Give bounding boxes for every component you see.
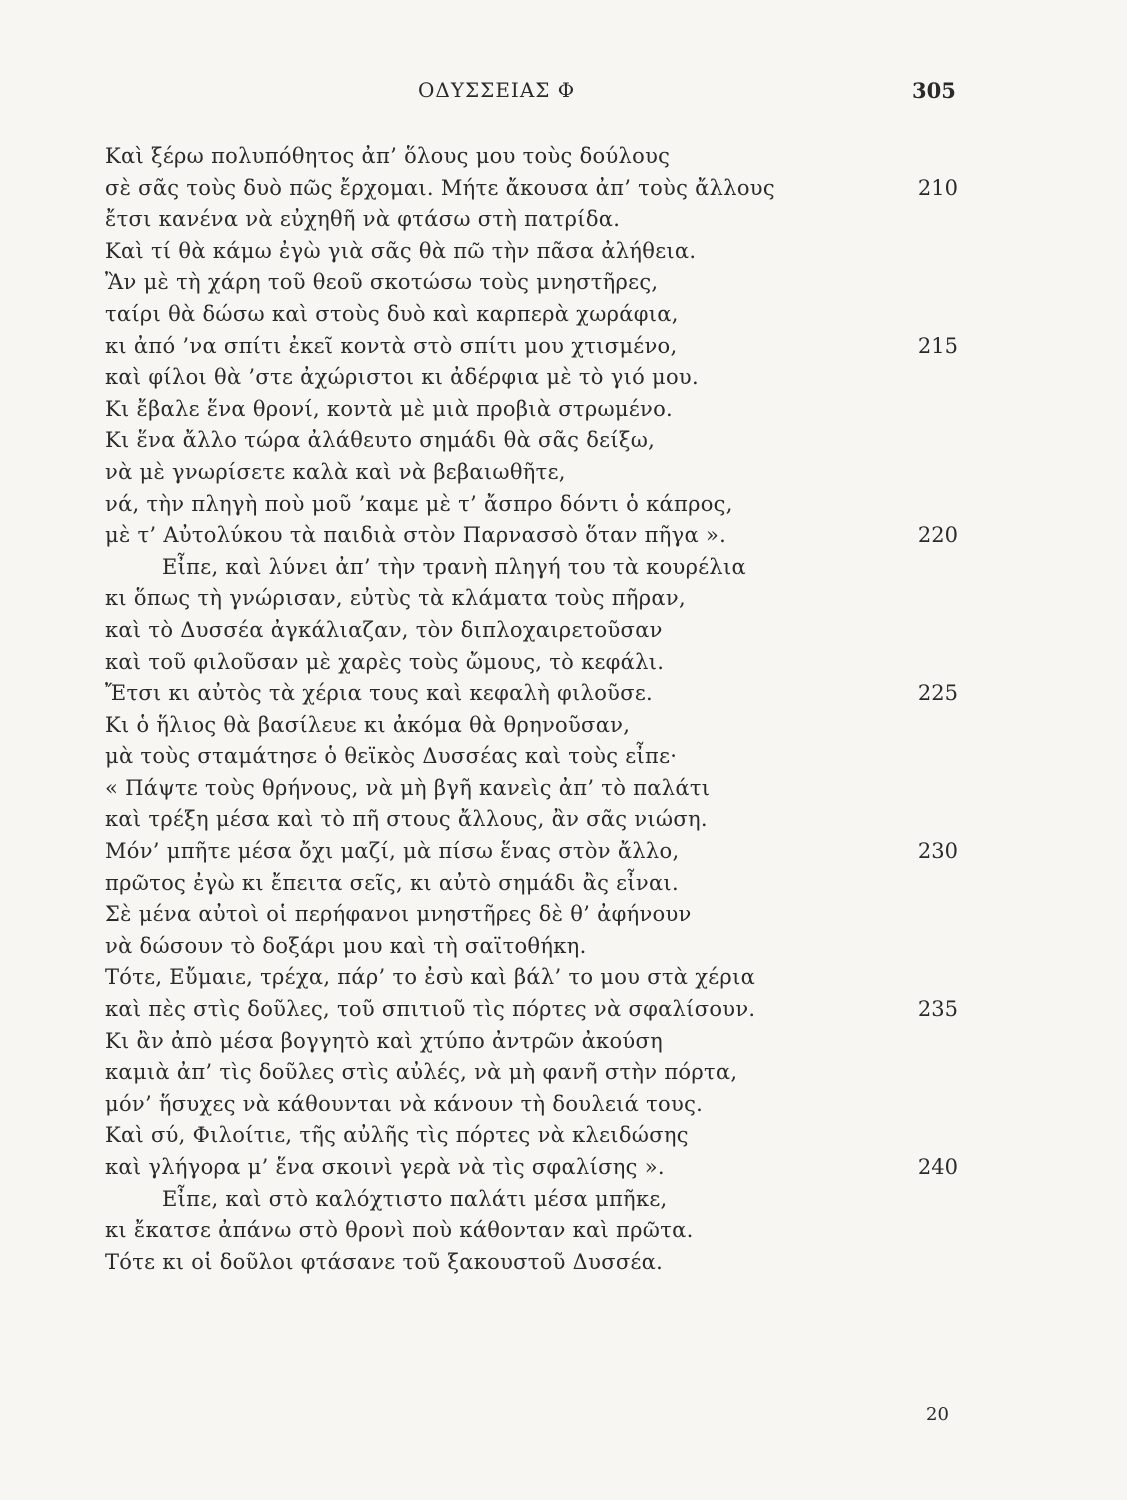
verse-text: Κι ὁ ἥλιος θὰ βασίλευε κι ἀκόμα θὰ θρηνοῦσαν, <box>105 712 631 737</box>
verse-line <box>0 868 1127 900</box>
verse-text: κι ἔκατσε ἀπάνω στὸ θρονὶ ποὺ κάθονταν καὶ πρῶτα. <box>105 1218 694 1243</box>
verse-line <box>0 299 1127 331</box>
verse-text: Εἶπε, καὶ λύνει ἀπ’ τὴν τρανὴ πληγή του τὰ κουρέλια <box>162 554 747 579</box>
verse-text: καὶ φίλοι θὰ ’στε ἀχώριστοι κι ἀδέρφια μὲ τὸ γιό μου. <box>105 365 699 390</box>
verse-line <box>0 710 1127 742</box>
verse-text: πρῶτος ἐγὼ κι ἔπειτα σεῖς, κι αὐτὸ σημάδι ἂς εἶναι. <box>105 870 679 895</box>
verse-line <box>0 836 1127 868</box>
verse-text: Ἔτσι κι αὐτὸς τὰ χέρια τους καὶ κεφαλὴ φιλοῦσε. <box>105 681 654 706</box>
verse-text: Σὲ μένα αὐτοὶ οἱ περήφανοι μνηστῆρες δὲ θ’ ἀφήνουν <box>105 902 692 927</box>
verse-line <box>0 489 1127 521</box>
verse-line <box>0 267 1127 299</box>
verse-text: νά, τὴν πληγὴ ποὺ μοῦ ’καμε μὲ τ’ ἄσπρο δόντι ὁ κάπρος, <box>105 491 733 516</box>
verse-line <box>0 1215 1127 1247</box>
verse-text: κι ὅπως τὴ γνώρισαν, εὐτὺς τὰ κλάματα τοὺς πῆραν, <box>105 586 686 611</box>
verse-block <box>0 141 1127 1278</box>
verse-text: ταίρι θὰ δώσω καὶ στοὺς δυὸ καὶ καρπερὰ χωράφια, <box>105 301 679 326</box>
verse-line <box>0 1152 1127 1184</box>
verse-line <box>0 394 1127 426</box>
verse-text: μὰ τοὺς σταμάτησε ὁ θεϊκὸς Δυσσέας καὶ τοὺς εἶπε· <box>105 744 678 769</box>
page-header <box>0 78 1127 108</box>
verse-text: Μόν’ μπῆτε μέσα ὄχι μαζί, μὰ πίσω ἕνας στὸν ἄλλο, <box>105 839 680 864</box>
verse-line <box>0 1247 1127 1279</box>
verse-text: Κι ἕνα ἄλλο τώρα ἀλάθευτο σημάδι θὰ σᾶς δείξω, <box>105 428 656 453</box>
verse-line <box>0 804 1127 836</box>
verse-line <box>0 236 1127 268</box>
verse-text: κι ἀπό ’να σπίτι ἐκεῖ κοντὰ στὸ σπίτι μου χτισμένο, <box>105 333 678 358</box>
verse-text: Καὶ σύ, Φιλοίτιε, τῆς αὐλῆς τὶς πόρτες νὰ κλειδώσης <box>105 1123 689 1148</box>
line-number: 235 <box>917 997 958 1022</box>
line-number: 220 <box>917 523 958 548</box>
verse-text: μόν’ ἥσυχες νὰ κάθουνται νὰ κάνουν τὴ δουλειά τους. <box>105 1091 704 1116</box>
line-number: 225 <box>917 681 958 706</box>
verse-line <box>0 962 1127 994</box>
verse-text: καὶ πὲς στὶς δοῦλες, τοῦ σπιτιοῦ τὶς πόρτες νὰ σφαλίσουν. <box>105 997 756 1022</box>
verse-line <box>0 1089 1127 1121</box>
verse-text: Καὶ τί θὰ κάμω ἐγὼ γιὰ σᾶς θὰ πῶ τὴν πᾶσα ἀλήθεια. <box>105 238 697 263</box>
verse-line <box>0 204 1127 236</box>
verse-text: Κι ἔβαλε ἕνα θρονί, κοντὰ μὲ μιὰ προβιὰ στρωμένο. <box>105 396 674 421</box>
verse-text: νὰ μὲ γνωρίσετε καλὰ καὶ νὰ βεβαιωθῆτε, <box>105 459 566 484</box>
page-number: 305 <box>912 78 956 103</box>
verse-text: Ἂν μὲ τὴ χάρη τοῦ θεοῦ σκοτώσω τοὺς μνηστῆρες, <box>105 270 659 295</box>
verse-line <box>0 1026 1127 1058</box>
verse-line <box>0 520 1127 552</box>
verse-line <box>0 647 1127 679</box>
verse-line <box>0 741 1127 773</box>
verse-line <box>0 141 1127 173</box>
printer-signature-mark: 20 <box>926 1404 949 1425</box>
verse-text: Εἶπε, καὶ στὸ καλόχτιστο παλάτι μέσα μπῆκε, <box>162 1186 668 1211</box>
verse-text: ἔτσι κανένα νὰ εὐχηθῆ νὰ φτάσω στὴ πατρίδα. <box>105 207 621 232</box>
verse-line <box>0 583 1127 615</box>
verse-line <box>0 1057 1127 1089</box>
line-number: 210 <box>917 175 958 200</box>
verse-line <box>0 899 1127 931</box>
verse-text: καὶ τοῦ φιλοῦσαν μὲ χαρὲς τοὺς ὤμους, τὸ κεφάλι. <box>105 649 665 674</box>
verse-text: Καὶ ξέρω πολυπόθητος ἀπ’ ὅλους μου τοὺς δούλους <box>105 144 671 168</box>
verse-line <box>0 362 1127 394</box>
verse-line <box>0 1184 1127 1216</box>
verse-line <box>0 678 1127 710</box>
verse-line <box>0 615 1127 647</box>
line-number: 215 <box>917 333 958 358</box>
verse-line <box>0 773 1127 805</box>
verse-text: νὰ δώσουν τὸ δοξάρι μου καὶ τὴ σαϊτοθήκη. <box>105 933 587 958</box>
verse-text: καὶ τὸ Δυσσέα ἀγκάλιαζαν, τὸν διπλοχαιρετοῦσαν <box>105 617 663 642</box>
verse-line <box>0 425 1127 457</box>
verse-line <box>0 1120 1127 1152</box>
line-number: 230 <box>917 839 958 864</box>
verse-text: καὶ τρέξη μέσα καὶ τὸ πῆ στους ἄλλους, ἂν σᾶς νιώση. <box>105 807 708 832</box>
verse-line <box>0 552 1127 584</box>
verse-line <box>0 331 1127 363</box>
verse-text: Κι ἂν ἀπὸ μέσα βογγητὸ καὶ χτύπο ἀντρῶν ἀκούση <box>105 1028 663 1053</box>
verse-text: καὶ γλήγορα μ’ ἕνα σκοινὶ γερὰ νὰ τὶς σφαλίσης ». <box>105 1155 665 1179</box>
verse-line <box>0 931 1127 963</box>
verse-text: καμιὰ ἀπ’ τὶς δοῦλες στὶς αὐλές, νὰ μὴ φανῆ στὴν πόρτα, <box>105 1060 738 1085</box>
verse-line <box>0 994 1127 1026</box>
verse-text: σὲ σᾶς τοὺς δυὸ πῶς ἔρχομαι. Μήτε ἄκουσα ἀπ’ τοὺς ἄλλους <box>105 175 775 200</box>
line-number: 240 <box>917 1155 958 1179</box>
verse-line <box>0 173 1127 205</box>
verse-text: « Πάψτε τοὺς θρήνους, νὰ μὴ βγῆ κανεὶς ἀπ’ τὸ παλάτι <box>105 775 711 800</box>
verse-text: Τότε, Εὔμαιε, τρέχα, πάρ’ το ἐσὺ καὶ βάλ’ το μου στὰ χέρια <box>105 965 756 990</box>
verse-text: Τότε κι οἱ δοῦλοι φτάσανε τοῦ ξακουστοῦ Δυσσέα. <box>105 1249 664 1274</box>
verse-line <box>0 457 1127 489</box>
running-title: ΟΔΥΣΣΕΙΑΣ Φ <box>418 78 576 102</box>
verse-text: μὲ τ’ Αὐτολύκου τὰ παιδιὰ στὸν Παρνασσὸ ὅταν πῆγα ». <box>105 523 727 548</box>
